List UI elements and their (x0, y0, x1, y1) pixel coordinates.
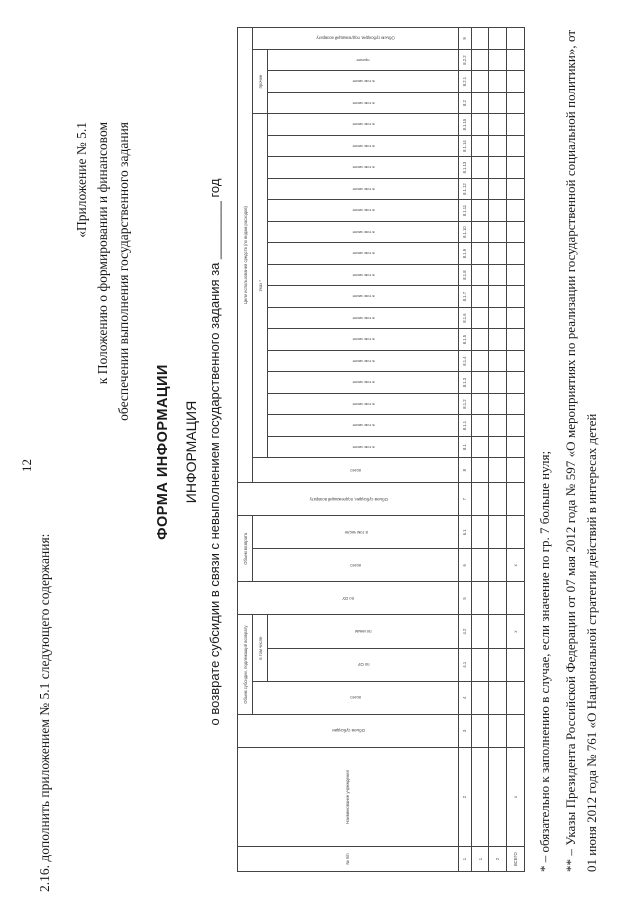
table-cell (489, 747, 507, 846)
column-number-9: 6.1 (458, 516, 471, 549)
header-name: Наименование учреждения (238, 747, 459, 846)
column-number-10: 7 (458, 483, 471, 516)
header-ukaz: Указ * (253, 114, 268, 458)
column-number-25: 8.1.13 (458, 157, 471, 179)
column-number-8: 6 (458, 549, 471, 582)
table-cell (489, 415, 507, 437)
column-number-7: 5 (458, 582, 471, 615)
table-cell (489, 372, 507, 394)
column-number-14: 8.1.2 (458, 393, 471, 415)
header-incl: в том числе (253, 615, 268, 681)
table-cell (489, 243, 507, 265)
column-number-19: 8.1.7 (458, 286, 471, 308)
header-g7: Объем субсидии, подлежащий возврату (238, 483, 459, 516)
header-purpose-sub-16: в том числе (268, 114, 458, 136)
table-cell (471, 264, 489, 286)
appendix-block (71, 122, 134, 892)
table-cell (471, 483, 489, 516)
column-number-16: 8.1.4 (458, 350, 471, 372)
table-cell (489, 307, 507, 329)
table-cell (507, 483, 525, 516)
table-cell (507, 157, 525, 179)
table-cell (507, 681, 525, 714)
header-purpose-all: всего (253, 458, 459, 483)
table-cell (471, 329, 489, 351)
column-number-3: 3 (458, 714, 471, 747)
column-number-26: 8.1.14 (458, 135, 471, 157)
column-number-11: 8 (458, 458, 471, 483)
table-cell (507, 221, 525, 243)
table-cell (489, 458, 507, 483)
table-cell (471, 221, 489, 243)
column-number-6: 4.2 (458, 615, 471, 648)
column-number-1: 1 (458, 847, 471, 872)
header-purpose-sub-18: в том числе (268, 71, 458, 93)
header-g5: по ОУ (238, 582, 459, 615)
table-cell (471, 714, 489, 747)
table-cell (471, 71, 489, 93)
table-cell (471, 135, 489, 157)
appendix-line-1: «Приложение № 5.1 (74, 122, 89, 238)
header-purpose-sub-17: в том числе (268, 92, 458, 114)
column-number-24: 8.1.12 (458, 178, 471, 200)
column-number-2: 2 (458, 747, 471, 846)
table-cell (507, 49, 525, 71)
header-subsidy: Объем субсидии (238, 714, 459, 747)
header-purpose-sub-8: в том числе (268, 286, 458, 308)
column-number-22: 8.1.10 (458, 221, 471, 243)
table-cell (507, 436, 525, 458)
table-cell (471, 582, 489, 615)
column-number-21: 8.1.9 (458, 243, 471, 265)
table-cell (489, 615, 507, 648)
table-cell (507, 582, 525, 615)
table-cell (471, 648, 489, 681)
table-cell (489, 516, 507, 549)
rotated-page (15, 12, 625, 892)
table-cell (489, 135, 507, 157)
table-cell (489, 436, 507, 458)
column-number-13: 8.1.1 (458, 415, 471, 437)
table-cell (489, 200, 507, 222)
table-cell (489, 648, 507, 681)
table-cell (507, 350, 525, 372)
column-number-17: 8.1.5 (458, 329, 471, 351)
table-cell (489, 49, 507, 71)
row-number: 2 (489, 847, 507, 872)
table-row (507, 28, 525, 872)
appendix-line-2: к Положению о формировании и финансовом (95, 122, 110, 385)
table-cell (507, 372, 525, 394)
table-cell (471, 200, 489, 222)
header-g4-1: по ОУ (268, 648, 458, 681)
subsidy-table (237, 27, 525, 872)
column-number-29: 8.2.1 (458, 71, 471, 93)
table-cell (489, 582, 507, 615)
column-number-15: 8.1.3 (458, 372, 471, 394)
table-cell (507, 415, 525, 437)
table-cell (489, 71, 507, 93)
table-cell (507, 92, 525, 114)
table-cell (489, 114, 507, 136)
row-number: ВСЕГО (507, 847, 525, 872)
table-cell (471, 436, 489, 458)
column-number-5: 4.1 (458, 648, 471, 681)
table-cell (489, 157, 507, 179)
table-cell (471, 747, 489, 846)
header-purpose-sub-1: в том числе (268, 436, 458, 458)
form-subtitle-2: о возврате субсидии в связи с невыполнением государственного задания за ________ год (207, 178, 222, 726)
table-cell (507, 200, 525, 222)
table-cell (471, 458, 489, 483)
table-cell (471, 681, 489, 714)
table-cell (489, 92, 507, 114)
header-purpose-sub-2: в том числе (268, 415, 458, 437)
table-cell (489, 286, 507, 308)
table-cell (507, 243, 525, 265)
table-cell (471, 372, 489, 394)
header-purpose-sub-19: прочие (268, 49, 458, 71)
table-cell (471, 615, 489, 648)
header-g4-2: по иным (268, 615, 458, 648)
table-cell (507, 307, 525, 329)
header-purpose-sub-6: в том числе (268, 329, 458, 351)
table-cell (507, 264, 525, 286)
column-number-18: 8.1.6 (458, 307, 471, 329)
header-num: № п/п (238, 847, 459, 872)
table-cell (489, 350, 507, 372)
table-cell (507, 714, 525, 747)
footnote-2: ** – Указы Президента Российской Федерации от 07 мая 2012 года № 597 «О мероприятиях по реализации государственной социальной политики», от 01 июня 2012 года № 761 «О Национальной стратегии действий в интересах детей (563, 30, 599, 872)
table-cell (507, 329, 525, 351)
table-cell (471, 549, 489, 582)
header-purpose-sub-7: в том числе (268, 307, 458, 329)
column-number-12: 8.1 (458, 436, 471, 458)
table-cell (471, 92, 489, 114)
table-cell (471, 114, 489, 136)
table-cell (471, 393, 489, 415)
table-cell (489, 329, 507, 351)
column-number-28: 8.2 (458, 92, 471, 114)
header-purpose-sub-5: в том числе (268, 350, 458, 372)
table-cell (507, 286, 525, 308)
table-cell: x (507, 747, 525, 846)
column-number-23: 8.1.11 (458, 200, 471, 222)
table-cell (489, 393, 507, 415)
column-number-27: 8.1.15 (458, 114, 471, 136)
table-cell (489, 714, 507, 747)
table-cell (489, 264, 507, 286)
intro-line: 2.16. дополнить приложением № 5.1 следующего содержания: (37, 533, 52, 892)
table-cell (507, 393, 525, 415)
table-cell (471, 516, 489, 549)
table-cell (507, 648, 525, 681)
header-amount-all: всего (253, 681, 459, 714)
table-row (471, 28, 489, 872)
row-number: 1 (471, 847, 489, 872)
header-purpose-sub-10: в том числе (268, 243, 458, 265)
table-cell (471, 243, 489, 265)
appendix-line-3: обеспечении выполнения государственного задания (116, 122, 131, 421)
table-cell (489, 178, 507, 200)
header-last: Объем субсидии, подлежащий возврату (253, 28, 459, 50)
table-cell (471, 28, 489, 50)
table-cell (471, 350, 489, 372)
table-cell (471, 178, 489, 200)
table-cell (489, 681, 507, 714)
table-cell (471, 49, 489, 71)
table-cell: x (507, 615, 525, 648)
page-number: 12 (19, 459, 34, 472)
column-number-20: 8.1.8 (458, 264, 471, 286)
column-number-4: 4 (458, 681, 471, 714)
header-return-amount: Объем субсидии, подлежащий возврату (238, 615, 253, 714)
form-title: ФОРМА ИНФОРМАЦИИ (155, 364, 171, 540)
header-g6-incl: в том числе (253, 516, 459, 549)
table-cell (507, 114, 525, 136)
footnote-1: * – обязательно к заполнению в случае, если значение по гр. 7 больше нуля; (537, 450, 552, 872)
header-purpose-sub-11: в том числе (268, 221, 458, 243)
header-g6-all: всего (253, 549, 459, 582)
table-cell: x (507, 549, 525, 582)
table-row (489, 28, 507, 872)
table-cell (489, 483, 507, 516)
table-cell (507, 71, 525, 93)
table-cell (507, 178, 525, 200)
table-cell (507, 458, 525, 483)
header-g6: Объем возврата (238, 516, 253, 582)
header-purpose-sub-9: в том числе (268, 264, 458, 286)
header-other: прочие (253, 49, 268, 114)
table-cell (471, 157, 489, 179)
column-number-30: 8.2.2 (458, 49, 471, 71)
header-purpose-sub-15: в том числе (268, 135, 458, 157)
form-subtitle: ИНФОРМАЦИЯ (183, 400, 199, 504)
table-cell (507, 516, 525, 549)
column-number-31: 9 (458, 28, 471, 50)
header-purpose-sub-3: в том числе (268, 393, 458, 415)
table-cell (471, 415, 489, 437)
table-cell (507, 135, 525, 157)
table-cell (471, 286, 489, 308)
table-cell (507, 28, 525, 50)
header-purpose-sub-4: в том числе (268, 372, 458, 394)
header-purpose: Цели использования средств (по видам расходов) (238, 28, 253, 483)
header-purpose-sub-12: в том числе (268, 200, 458, 222)
header-purpose-sub-13: в том числе (268, 178, 458, 200)
table-cell (489, 549, 507, 582)
table-cell (471, 307, 489, 329)
table-cell (489, 28, 507, 50)
table-cell (489, 221, 507, 243)
header-purpose-sub-14: в том числе (268, 157, 458, 179)
